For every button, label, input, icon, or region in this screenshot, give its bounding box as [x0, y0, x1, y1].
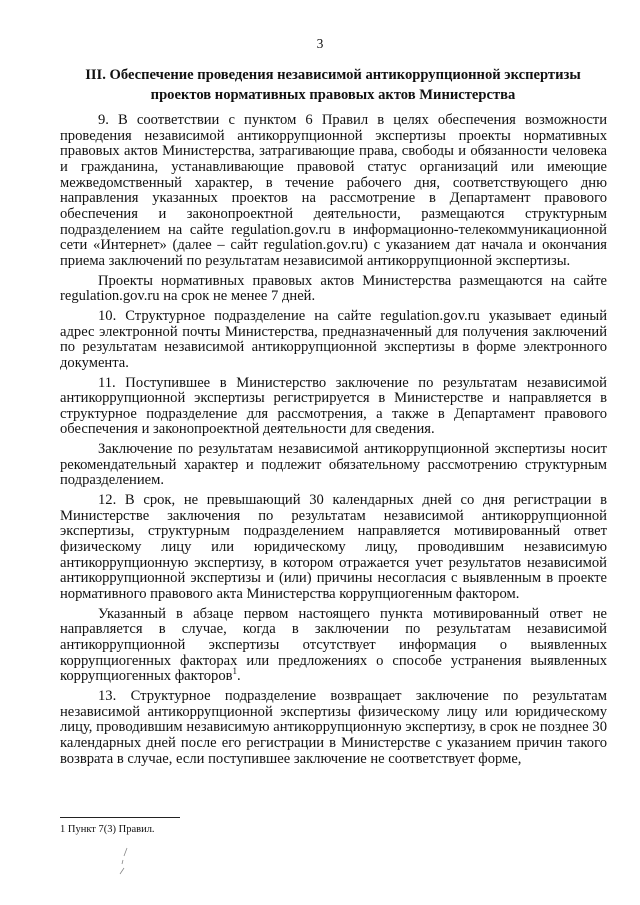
footnote — [60, 823, 155, 836]
paragraph-12: 12. В срок, не превышающий 30 календарных дней со дня регистрации в Министерстве заключения по результатам независимой антикоррупционной экспертизы, структурным подразделением направляется мотивированный ответ физическому лицу или юридическому лицу, проводившим независимую антикоррупционную экспертизу, в котором отражается учет результатов независимой антикоррупционной экспертизы и (или) причины несогласия с выявленным в проекте нормативного правового акта Министерства коррупциогенным фактором. — [60, 492, 607, 603]
paragraph-12-exception — [60, 607, 607, 685]
paragraph-11-conclusion-nature: Заключение по результатам независимой антикоррупционной экспертизы носит рекомендательный характер и подлежит обязательному рассмотрению структурным подразделением. — [60, 441, 607, 489]
section-title: III. Обеспечение проведения независимой антикоррупционной экспертизы проектов нормативных правовых актов Министерства — [85, 67, 581, 103]
footnote-reference: 1 — [232, 666, 238, 677]
footnote-text: Пункт 7(3) Правил. — [67, 824, 155, 835]
footnote-marker: 1 — [60, 824, 66, 835]
paragraph-12-exception-text: Указанный в абзаце первом настоящего пункта мотивированный ответ не направляется в случае, когда в заключении по результатам независимой антикоррупционной экспертизы отсутствует информация о выявленных коррупциогенных факторах или предложениях о способе устранения выявленных коррупциогенных факторов — [60, 605, 607, 685]
paragraph-9: 9. В соответствии с пунктом 6 Правил в целях обеспечения возможности проведения независимой антикоррупционной экспертизы проекты нормативных правовых актов Министерства, затрагивающие права, свободы и обязанности человека и гражданина, устанавливающие правовой статус организаций или имеющие межведомственный характер, в течение рабочего дня, соответствующего дню направления указанных проектов на рассмотрение в Департамент правового обеспечения и законопроектной деятельности, размещаются структурным подразделением на сайте regulation.gov.ru в информационно-телекоммуникационной сети «Интернет» (далее – сайт regulation.gov.ru) с указанием дат начала и окончания приема заключений по результатам независимой антикоррупционной экспертизы. — [60, 112, 607, 269]
paragraph-11: 11. Поступившее в Министерство заключение по результатам независимой антикоррупционной экспертизы регистрируется в Министерстве и направляется в структурное подразделение для рассмотрения, а также в Департамент правового обеспечения и законопроектной деятельности для сведения. — [60, 374, 607, 438]
paragraph-13: 13. Структурное подразделение возвращает заключение по результатам независимой антикоррупционной экспертизы физическому лицу или юридическому лицу, проводившим независимую антикоррупционную экспертизу, в срок не позднее 30 календарных дней после его регистрации в Министерстве с указанием причин такого возврата в случае, если поступившее заключение не соответствует форме, — [60, 687, 607, 767]
paragraph-10: 10. Структурное подразделение на сайте regulation.gov.ru указывает единый адрес электронной почты Министерства, предназначенный для получения заключений по результатам независимой антикоррупционной экспертизы в форме электронного документа. — [60, 307, 607, 371]
paragraph-9-placement-term: Проекты нормативных правовых актов Министерства размещаются на сайте regulation.gov.ru на срок не менее 7 дней. — [60, 272, 607, 305]
document-body — [60, 113, 607, 771]
stray-pen-mark — [118, 846, 130, 876]
page-number: 3 — [316, 36, 324, 51]
paragraph-12-exception-end: . — [237, 668, 241, 685]
footnote-separator — [60, 817, 180, 818]
